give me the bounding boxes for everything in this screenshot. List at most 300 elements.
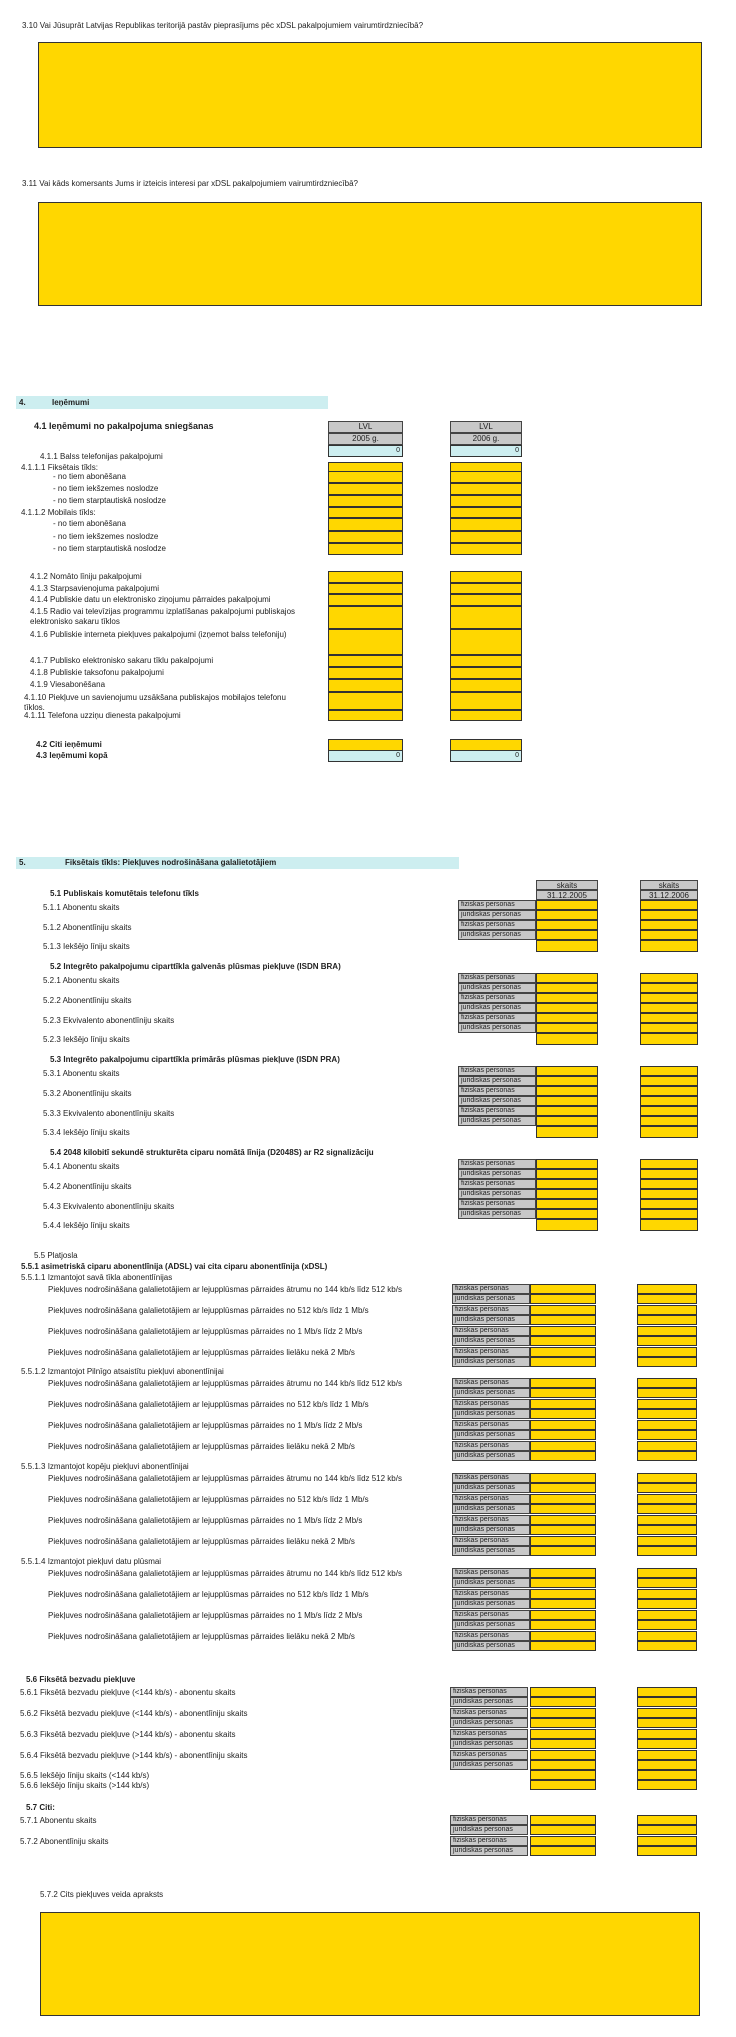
s52-col2[interactable]: [640, 1033, 698, 1045]
s53-col1[interactable]: [536, 1116, 598, 1126]
s55-col2[interactable]: [637, 1451, 697, 1461]
s54-col1[interactable]: [536, 1219, 598, 1231]
s55-col2[interactable]: [637, 1441, 697, 1451]
s4-input-col1[interactable]: [328, 483, 403, 495]
s55-col2[interactable]: [637, 1546, 697, 1556]
s54-col2[interactable]: [640, 1189, 698, 1199]
col1-411-total: 0: [328, 445, 403, 457]
s57-desc-field[interactable]: [40, 1912, 700, 2016]
s4-input-col1[interactable]: [328, 710, 403, 721]
s55-col1[interactable]: [530, 1494, 596, 1504]
s4-input-col2[interactable]: [450, 518, 522, 531]
s55-col2[interactable]: [637, 1504, 697, 1514]
s57-fiz-label: fiziskas personas: [450, 1836, 528, 1846]
s57-jur-label: juridiskas personas: [450, 1825, 528, 1835]
s55-col2[interactable]: [637, 1578, 697, 1588]
s54-jur-label: juridiskas personas: [458, 1209, 536, 1219]
s55-speed-label: Piekļuves nodrošināšana galalietotājiem ar lejupplūsmas pārraides no 1 Mb/s līdz 2 Mb/s: [48, 1421, 363, 1430]
s51-col2[interactable]: [640, 930, 698, 940]
s55-jur-label: juridiskas personas: [452, 1409, 530, 1419]
s4-input-col1[interactable]: [328, 667, 403, 679]
s55-col1[interactable]: [530, 1599, 596, 1609]
s4-input-col1[interactable]: [328, 531, 403, 543]
s55-col1[interactable]: [530, 1473, 596, 1483]
s54-col1[interactable]: [536, 1179, 598, 1189]
s4-row-label: 4.1.1.2 Mobilais tīkls:: [21, 508, 96, 517]
s54-col1[interactable]: [536, 1159, 598, 1169]
s51-col1[interactable]: [536, 930, 598, 940]
s4-input-col1[interactable]: [328, 655, 403, 667]
s57-col2[interactable]: [637, 1836, 697, 1846]
s56-extra-col2[interactable]: [637, 1770, 697, 1780]
s55-col1[interactable]: [530, 1388, 596, 1398]
s57-jur-label: juridiskas personas: [450, 1846, 528, 1856]
s55-speed-label: Piekļuves nodrošināšana galalietotājiem ar lejupplūsmas pārraides lielāku nekā 2 Mb/s: [48, 1348, 355, 1357]
s56-col1[interactable]: [530, 1729, 596, 1739]
s55-col2[interactable]: [637, 1568, 697, 1578]
s55-jur-label: juridiskas personas: [452, 1315, 530, 1325]
s55-speed-label: Piekļuves nodrošināšana galalietotājiem ar lejupplūsmas pārraides no 1 Mb/s līdz 2 Mb/s: [48, 1516, 363, 1525]
col1-currency: LVL: [328, 421, 403, 433]
s55-speed-label: Piekļuves nodrošināšana galalietotājiem ar lejupplūsmas pārraides ātrumu no 144 kb/s līdz 512 kb/s: [48, 1379, 402, 1388]
s53-col2[interactable]: [640, 1106, 698, 1116]
s55-fiz-label: fiziskas personas: [452, 1536, 530, 1546]
s56-col1[interactable]: [530, 1760, 596, 1770]
s4-input-col1[interactable]: [328, 679, 403, 692]
s55-col2[interactable]: [637, 1494, 697, 1504]
s4-row-label: 4.1.8 Publiskie taksofonu pakalpojumi: [30, 668, 164, 677]
s52-jur-label: juridiskas personas: [458, 1003, 536, 1013]
s56-extra-col1[interactable]: [530, 1770, 596, 1780]
s4-row-label: 4.1.1 Balss telefonijas pakalpojumi: [40, 452, 163, 461]
s55-fiz-label: fiziskas personas: [452, 1473, 530, 1483]
col2-411-total: 0: [450, 445, 522, 457]
s51-title: 5.1 Publiskais komutētais telefonu tīkls: [50, 889, 199, 898]
s57-col1[interactable]: [530, 1836, 596, 1846]
s55-col2[interactable]: [637, 1589, 697, 1599]
s55-col2[interactable]: [637, 1399, 697, 1409]
s4-total-label: 4.3 Ieņēmumi kopā: [36, 751, 108, 760]
s55-col2[interactable]: [637, 1388, 697, 1398]
q311-text: 3.11 Vai kāds komersants Jums ir izteicis interesi par xDSL pakalpojumiem vairumtirdzniecībā?: [22, 179, 358, 188]
s56-col2[interactable]: [637, 1739, 697, 1749]
s56-extra-col1[interactable]: [530, 1780, 596, 1790]
s56-col2[interactable]: [637, 1729, 697, 1739]
s52-col2[interactable]: [640, 1023, 698, 1033]
s57-fiz-label: fiziskas personas: [450, 1815, 528, 1825]
s55-col2[interactable]: [637, 1515, 697, 1525]
s55-fiz-label: fiziskas personas: [452, 1631, 530, 1641]
s4-input-col1[interactable]: [328, 571, 403, 583]
s53-title: 5.3 Integrēto pakalpojumu ciparttīkla primārās plūsmas piekļuve (ISDN PRA): [50, 1055, 340, 1064]
s55-subgroup-label: 5.5.1.3 Izmantojot kopēju piekļuvi abonentlīnijai: [21, 1462, 189, 1471]
s52-item-label: 5.2.2 Abonentlīniju skaits: [43, 996, 132, 1005]
s55-jur-label: juridiskas personas: [452, 1546, 530, 1556]
s53-item-label: 5.3.1 Abonentu skaits: [43, 1069, 120, 1078]
s54-col2[interactable]: [640, 1209, 698, 1219]
s57-title: 5.7 Citi:: [26, 1803, 55, 1812]
s52-col1[interactable]: [536, 1013, 598, 1023]
s4-row-label: - no tiem starptautiskā noslodze: [53, 544, 166, 553]
s55-col2[interactable]: [637, 1315, 697, 1325]
s56-extra-col2[interactable]: [637, 1780, 697, 1790]
s4-total-col1: 0: [328, 750, 403, 762]
s55-speed-label: Piekļuves nodrošināšana galalietotājiem ar lejupplūsmas pārraides lielāku nekā 2 Mb/s: [48, 1442, 355, 1451]
s55-col1[interactable]: [530, 1399, 596, 1409]
s4-input-col1[interactable]: [328, 629, 403, 655]
s54-col2[interactable]: [640, 1169, 698, 1179]
s54-col2[interactable]: [640, 1219, 698, 1231]
s55-col2[interactable]: [637, 1631, 697, 1641]
s55-col1[interactable]: [530, 1357, 596, 1367]
s55-subgroup-label: 5.5.1.4 Izmantojot piekļuvi datu plūsmai: [21, 1557, 162, 1566]
s55-col1[interactable]: [530, 1378, 596, 1388]
s4-input-col1[interactable]: [328, 543, 403, 555]
s4-input-col2[interactable]: [450, 531, 522, 543]
s55-col2[interactable]: [637, 1483, 697, 1493]
s56-fiz-label: fiziskas personas: [450, 1708, 528, 1718]
s55-col1[interactable]: [530, 1483, 596, 1493]
q310-answer-field[interactable]: [38, 42, 702, 148]
s54-col1[interactable]: [536, 1209, 598, 1219]
s55-fiz-label: fiziskas personas: [452, 1494, 530, 1504]
s54-jur-label: juridiskas personas: [458, 1169, 536, 1179]
s54-title: 5.4 2048 kilobitī sekundē strukturēta ciparu nomātā līnija (D2048S) ar R2 signalizāciju: [50, 1148, 374, 1157]
s4-row-label: - no tiem starptautiskā noslodze: [53, 496, 166, 505]
s54-jur-label: juridiskas personas: [458, 1189, 536, 1199]
s51-jur-label: juridiskas personas: [458, 930, 536, 940]
s55-fiz-label: fiziskas personas: [452, 1284, 530, 1294]
s55-speed-label: Piekļuves nodrošināšana galalietotājiem ar lejupplūsmas pārraides ātrumu no 144 kb/s līdz 512 kb/s: [48, 1474, 402, 1483]
s55-speed-label: Piekļuves nodrošināšana galalietotājiem ar lejupplūsmas pārraides no 1 Mb/s līdz 2 Mb/s: [48, 1327, 363, 1336]
s52-col2[interactable]: [640, 993, 698, 1003]
s55-col1[interactable]: [530, 1294, 596, 1304]
s55-fiz-label: fiziskas personas: [452, 1610, 530, 1620]
s55-col1[interactable]: [530, 1631, 596, 1641]
s55-jur-label: juridiskas personas: [452, 1504, 530, 1514]
s51-col1[interactable]: [536, 910, 598, 920]
s51-item-label: 5.1.2 Abonentlīniju skaits: [43, 923, 132, 932]
s51-col1[interactable]: [536, 900, 598, 910]
s4-input-col2[interactable]: [450, 471, 522, 483]
s57-col2[interactable]: [637, 1815, 697, 1825]
s57-desc-label: 5.7.2 Cits piekļuves veida apraksts: [40, 1890, 164, 1899]
s55-col1[interactable]: [530, 1451, 596, 1461]
s55-col2[interactable]: [637, 1599, 697, 1609]
s54-item-label: 5.4.3 Ekvivalento abonentlīniju skaits: [43, 1202, 175, 1211]
s55-col2[interactable]: [637, 1336, 697, 1346]
s55-col1[interactable]: [530, 1326, 596, 1336]
s53-col2[interactable]: [640, 1126, 698, 1138]
s55-col2[interactable]: [637, 1294, 697, 1304]
s53-fiz-label: fiziskas personas: [458, 1106, 536, 1116]
s4-input-col1[interactable]: [328, 692, 403, 710]
s4-input-col2[interactable]: [450, 483, 522, 495]
s55-fiz-label: fiziskas personas: [452, 1347, 530, 1357]
s55-col2[interactable]: [637, 1641, 697, 1651]
s51-col2[interactable]: [640, 940, 698, 952]
s55-col1[interactable]: [530, 1620, 596, 1630]
s56-col2[interactable]: [637, 1697, 697, 1707]
s5-col1-date: 31.12.2005: [536, 890, 598, 900]
s55-col1[interactable]: [530, 1441, 596, 1451]
s4-input-col2[interactable]: [450, 692, 522, 710]
s56-jur-label: juridiskas personas: [450, 1739, 528, 1749]
s53-col2[interactable]: [640, 1096, 698, 1106]
s52-fiz-label: fiziskas personas: [458, 1013, 536, 1023]
s55-col1[interactable]: [530, 1589, 596, 1599]
s52-col1[interactable]: [536, 1023, 598, 1033]
section-4-number: 4.: [19, 398, 26, 407]
s55-col2[interactable]: [637, 1357, 697, 1367]
s55-col1[interactable]: [530, 1430, 596, 1440]
s53-jur-label: juridiskas personas: [458, 1076, 536, 1086]
s57-item-label: 5.7.1 Abonentu skaits: [20, 1816, 97, 1825]
s51-col1[interactable]: [536, 940, 598, 952]
s4-row-label: 4.1.2 Nomāto līniju pakalpojumi: [30, 572, 142, 581]
s51-col2[interactable]: [640, 910, 698, 920]
s56-col1[interactable]: [530, 1750, 596, 1760]
s4-input-col2[interactable]: [450, 679, 522, 692]
s52-col1[interactable]: [536, 1003, 598, 1013]
section-4-title: Ieņēmumi: [52, 398, 90, 407]
s55-col2[interactable]: [637, 1420, 697, 1430]
s54-col2[interactable]: [640, 1199, 698, 1209]
s57-col2[interactable]: [637, 1825, 697, 1835]
s57-item-label: 5.7.2 Abonentlīniju skaits: [20, 1837, 109, 1846]
s4-input-col2[interactable]: [450, 655, 522, 667]
s55-col1[interactable]: [530, 1546, 596, 1556]
s5-col2-unit: skaits: [640, 880, 698, 890]
s56-col1[interactable]: [530, 1718, 596, 1728]
s52-col1[interactable]: [536, 973, 598, 983]
s57-col2[interactable]: [637, 1846, 697, 1856]
section-5-number: 5.: [19, 858, 26, 867]
s55-col2[interactable]: [637, 1620, 697, 1630]
s53-col1[interactable]: [536, 1066, 598, 1076]
s53-jur-label: juridiskas personas: [458, 1096, 536, 1106]
s51-fiz-label: fiziskas personas: [458, 900, 536, 910]
s55-col1[interactable]: [530, 1578, 596, 1588]
s53-col2[interactable]: [640, 1066, 698, 1076]
s55-col2[interactable]: [637, 1347, 697, 1357]
s57-col1[interactable]: [530, 1825, 596, 1835]
s53-col2[interactable]: [640, 1076, 698, 1086]
s52-col2[interactable]: [640, 1013, 698, 1023]
s4-row-label: 4.1.1.1 Fiksētais tīkls:: [21, 463, 98, 472]
s55-jur-label: juridiskas personas: [452, 1294, 530, 1304]
s55-fiz-label: fiziskas personas: [452, 1326, 530, 1336]
s54-col1[interactable]: [536, 1189, 598, 1199]
s55-col1[interactable]: [530, 1515, 596, 1525]
s55-col1[interactable]: [530, 1315, 596, 1325]
s55-jur-label: juridiskas personas: [452, 1641, 530, 1651]
s55-col1[interactable]: [530, 1641, 596, 1651]
s52-jur-label: juridiskas personas: [458, 983, 536, 993]
s55-col1[interactable]: [530, 1536, 596, 1546]
s52-col1[interactable]: [536, 1033, 598, 1045]
s4-row-label: 4.1.3 Starpsavienojuma pakalpojumi: [30, 584, 159, 593]
q311-answer-field[interactable]: [38, 202, 702, 306]
s52-jur-label: juridiskas personas: [458, 1023, 536, 1033]
s54-col2[interactable]: [640, 1159, 698, 1169]
s52-title: 5.2 Integrēto pakalpojumu ciparttīkla galvenās plūsmas piekļuve (ISDN BRA): [50, 962, 341, 971]
s55-col2[interactable]: [637, 1430, 697, 1440]
s53-col1[interactable]: [536, 1076, 598, 1086]
s56-col2[interactable]: [637, 1687, 697, 1697]
s51-col2[interactable]: [640, 900, 698, 910]
s5-col1-unit: skaits: [536, 880, 598, 890]
s55-fiz-label: fiziskas personas: [452, 1378, 530, 1388]
s54-fiz-label: fiziskas personas: [458, 1199, 536, 1209]
s54-col2[interactable]: [640, 1179, 698, 1189]
s55-col2[interactable]: [637, 1536, 697, 1546]
s55-jur-label: juridiskas personas: [452, 1336, 530, 1346]
s56-item-label: 5.6.3 Fiksētā bezvadu piekļuve (>144 kb/s) - abonentu skaits: [20, 1730, 236, 1739]
s54-fiz-label: fiziskas personas: [458, 1159, 536, 1169]
s53-col1[interactable]: [536, 1086, 598, 1096]
s57-col1[interactable]: [530, 1846, 596, 1856]
s4-row-label: 4.1.6 Publiskie interneta piekļuves pakalpojumi (izņemot balss telefoniju): [30, 630, 287, 639]
s56-col2[interactable]: [637, 1750, 697, 1760]
s51-item-label: 5.1.1 Abonentu skaits: [43, 903, 120, 912]
s52-fiz-label: fiziskas personas: [458, 973, 536, 983]
s55-col1[interactable]: [530, 1610, 596, 1620]
s55-col1[interactable]: [530, 1420, 596, 1430]
s56-col1[interactable]: [530, 1708, 596, 1718]
s55-speed-label: Piekļuves nodrošināšana galalietotājiem ar lejupplūsmas pārraides no 512 kb/s līdz 1 Mb/s: [48, 1495, 369, 1504]
s54-item-label: 5.4.2 Abonentlīniju skaits: [43, 1182, 132, 1191]
s57-col1[interactable]: [530, 1815, 596, 1825]
s4-input-col1[interactable]: [328, 518, 403, 531]
s51-col2[interactable]: [640, 920, 698, 930]
s54-item-label: 5.4.1 Abonentu skaits: [43, 1162, 120, 1171]
s55-fiz-label: fiziskas personas: [452, 1589, 530, 1599]
s55-jur-label: juridiskas personas: [452, 1388, 530, 1398]
s52-col2[interactable]: [640, 983, 698, 993]
s56-item-label: 5.6.4 Fiksētā bezvadu piekļuve (>144 kb/s) - abonentlīniju skaits: [20, 1751, 248, 1760]
s4-input-col1[interactable]: [328, 583, 403, 594]
s4-input-col2[interactable]: [450, 495, 522, 507]
s55-sub: 5.5.1 asimetriskā ciparu abonentlīnija (ADSL) vai cita ciparu abonentlīnija (xDSL): [21, 1262, 328, 1271]
s4-input-col2[interactable]: [450, 667, 522, 679]
s56-col1[interactable]: [530, 1687, 596, 1697]
s4-input-col2[interactable]: [450, 543, 522, 555]
s56-title: 5.6 Fiksētā bezvadu piekļuve: [26, 1675, 136, 1684]
s55-col2[interactable]: [637, 1610, 697, 1620]
s4-row-label: 4.1.10 Piekļuve un savienojumu uzsākšana publiskajos mobilajos telefonu tīklos.: [24, 693, 286, 712]
s54-col1[interactable]: [536, 1169, 598, 1179]
s55-fiz-label: fiziskas personas: [452, 1441, 530, 1451]
s53-jur-label: juridiskas personas: [458, 1116, 536, 1126]
s55-title: 5.5 Platjosla: [34, 1251, 78, 1260]
s55-col2[interactable]: [637, 1284, 697, 1294]
s55-col2[interactable]: [637, 1378, 697, 1388]
s56-col2[interactable]: [637, 1708, 697, 1718]
s56-jur-label: juridiskas personas: [450, 1718, 528, 1728]
s55-col2[interactable]: [637, 1473, 697, 1483]
s4-input-col2[interactable]: [450, 710, 522, 721]
s4-row-label: - no tiem abonēšana: [53, 519, 126, 528]
s53-col1[interactable]: [536, 1126, 598, 1138]
s56-fiz-label: fiziskas personas: [450, 1687, 528, 1697]
s51-col1[interactable]: [536, 920, 598, 930]
s4-input-col2[interactable]: [450, 583, 522, 594]
s55-col1[interactable]: [530, 1347, 596, 1357]
s55-col1[interactable]: [530, 1409, 596, 1419]
s55-fiz-label: fiziskas personas: [452, 1515, 530, 1525]
s55-col1[interactable]: [530, 1336, 596, 1346]
s4-input-col2[interactable]: [450, 629, 522, 655]
s56-extra-label: 5.6.6 Iekšējo līniju skaits (>144 kb/s): [20, 1781, 150, 1790]
s4-input-col2[interactable]: [450, 594, 522, 606]
s4-input-col2[interactable]: [450, 507, 522, 518]
s52-col1[interactable]: [536, 983, 598, 993]
s4-input-col1[interactable]: [328, 606, 403, 629]
s54-col1[interactable]: [536, 1199, 598, 1209]
s55-subgroup-label: 5.5.1.1 Izmantojot savā tīkla abonentlīnijas: [21, 1273, 173, 1282]
s53-col2[interactable]: [640, 1086, 698, 1096]
s53-item-label: 5.3.4 Iekšējo līniju skaits: [43, 1128, 130, 1137]
s56-col1[interactable]: [530, 1697, 596, 1707]
s4-input-col1[interactable]: [328, 471, 403, 483]
s4-row-label: - no tiem iekšzemes noslodze: [53, 532, 159, 541]
s55-speed-label: Piekļuves nodrošināšana galalietotājiem ar lejupplūsmas pārraides lielāku nekā 2 Mb/s: [48, 1632, 355, 1641]
s4-input-col1[interactable]: [328, 495, 403, 507]
s4-input-col2[interactable]: [450, 571, 522, 583]
s55-jur-label: juridiskas personas: [452, 1483, 530, 1493]
s55-speed-label: Piekļuves nodrošināšana galalietotājiem ar lejupplūsmas pārraides ātrumu no 144 kb/s līdz 512 kb/s: [48, 1569, 402, 1578]
s53-col2[interactable]: [640, 1116, 698, 1126]
s4-other-label: 4.2 Citi ieņēmumi: [36, 740, 102, 749]
s52-col1[interactable]: [536, 993, 598, 1003]
s4-row-label: 4.1.4 Publiskie datu un elektronisko ziņojumu pārraides pakalpojumi: [30, 595, 271, 604]
s4-input-col1[interactable]: [328, 507, 403, 518]
s4-row-label: 4.1.11 Telefona uzziņu dienesta pakalpojumi: [24, 711, 181, 720]
s55-speed-label: Piekļuves nodrošināšana galalietotājiem ar lejupplūsmas pārraides no 512 kb/s līdz 1 Mb/s: [48, 1306, 369, 1315]
s53-col1[interactable]: [536, 1096, 598, 1106]
s53-col1[interactable]: [536, 1106, 598, 1116]
s55-col1[interactable]: [530, 1284, 596, 1294]
s4-input-col1[interactable]: [328, 594, 403, 606]
s56-item-label: 5.6.1 Fiksētā bezvadu piekļuve (<144 kb/s) - abonentu skaits: [20, 1688, 236, 1697]
s55-col2[interactable]: [637, 1409, 697, 1419]
s55-col1[interactable]: [530, 1568, 596, 1578]
s55-col1[interactable]: [530, 1525, 596, 1535]
s52-col2[interactable]: [640, 973, 698, 983]
s55-col2[interactable]: [637, 1525, 697, 1535]
s5-col2-date: 31.12.2006: [640, 890, 698, 900]
s55-col1[interactable]: [530, 1504, 596, 1514]
s52-item-label: 5.2.3 Iekšējo līniju skaits: [43, 1035, 130, 1044]
s55-col2[interactable]: [637, 1326, 697, 1336]
s55-col2[interactable]: [637, 1305, 697, 1315]
col2-currency: LVL: [450, 421, 522, 433]
s54-item-label: 5.4.4 Iekšējo līniju skaits: [43, 1221, 130, 1230]
s56-fiz-label: fiziskas personas: [450, 1750, 528, 1760]
s55-speed-label: Piekļuves nodrošināšana galalietotājiem ar lejupplūsmas pārraides no 512 kb/s līdz 1 Mb/s: [48, 1400, 369, 1409]
s56-col2[interactable]: [637, 1760, 697, 1770]
s56-col2[interactable]: [637, 1718, 697, 1728]
s55-jur-label: juridiskas personas: [452, 1525, 530, 1535]
s52-col2[interactable]: [640, 1003, 698, 1013]
col2-year: 2006 g.: [450, 433, 522, 445]
section-5-title: Fiksētais tīkls: Piekļuves nodrošināšana galalietotājiem: [65, 858, 277, 867]
s52-item-label: 5.2.3 Ekvivalento abonentlīniju skaits: [43, 1016, 175, 1025]
s4-input-col2[interactable]: [450, 606, 522, 629]
s55-col1[interactable]: [530, 1305, 596, 1315]
s56-col1[interactable]: [530, 1739, 596, 1749]
